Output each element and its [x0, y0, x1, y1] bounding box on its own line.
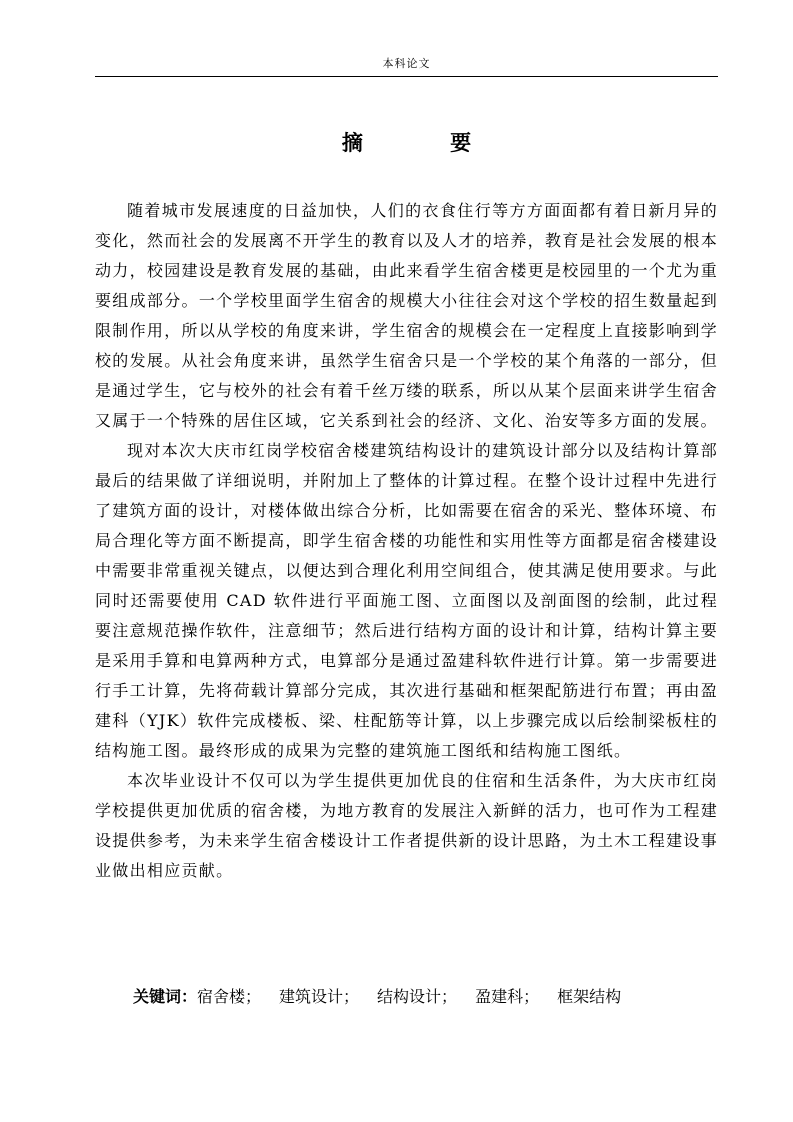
keyword-item: 结构设计； [377, 987, 458, 1006]
keywords-label: 关键词： [133, 987, 198, 1006]
running-header: 本科论文 [382, 57, 431, 70]
header-divider [95, 76, 718, 77]
keywords-line [133, 982, 718, 1012]
keyword-item: 建筑设计； [279, 987, 360, 1006]
keyword-item: 盈建科； [475, 987, 540, 1006]
abstract-paragraph-1: 随着城市发展速度的日益加快，人们的衣食住行等方方面面都有着日新月异的变化，然而社会的发展离不开学生的教育以及人才的培养，教育是社会发展的根本动力，校园建设是教育发展的基础，由此来看学生宿舍楼更是校园里的一个尤为重要组成部分。一个学校里面学生宿舍的规模大小往往会对这个学校的招生数量起到限制作用，所以从学校的角度来讲，学生宿舍的规模会在一定程度上直接影响到学校的发展。从社会角度来讲，虽然学生宿舍只是一个学校的某个角落的一部分，但是通过学生，它与校外的社会有着千丝万缕的联系，所以从某个层面来讲学生宿舍又属于一个特殊的居住区域，它关系到社会的经济、文化、治安等多方面的发展。 [95, 201, 718, 430]
abstract-paragraph-2: 现对本次大庆市红岗学校宿舍楼建筑结构设计的建筑设计部分以及结构计算部最后的结果做了详细说明，并附加上了整体的计算过程。在整个设计过程中先进行了建筑方面的设计，对楼体做出综合分析，比如需要在宿舍的采光、整体环境、布局合理化等方面不断提高，即学生宿舍楼的功能性和实用性等方面都是宿舍楼建设中需要非常重视关键点，以便达到合理化利用空间组合，使其满足使用要求。与此同时还需要使用 CAD 软件进行平面施工图、立面图以及剖面图的绘制，此过程要注意规范操作软件，注意细节；然后进行结构方面的设计和计算，结构计算主要是采用手算和电算两种方式，电算部分是通过盈建科软件进行计算。第一步需要进行手工计算，先将荷载计算部分完成，其次进行基础和框架配筋进行布置；再由盈建科（YJK）软件完成楼板、梁、柱配筋等计算，以上步骤完成以后绘制梁板柱的结构施工图。最终形成的成果为完整的建筑施工图纸和结构施工图纸。 [95, 441, 718, 760]
keyword-item: 宿舍楼； [197, 987, 262, 1006]
abstract-paragraph-3: 本次毕业设计不仅可以为学生提供更加优良的住宿和生活条件，为大庆市红岗学校提供更加优质的宿舍楼，为地方教育的发展注入新鲜的活力，也可作为工程建设提供参考，为未来学生宿舍楼设计工作者提供新的设计思路，为土木工程建设事业做出相应贡献。 [95, 771, 718, 880]
abstract-body [95, 196, 718, 886]
abstract-title: 摘 要 [341, 130, 512, 155]
keyword-item: 框架结构 [557, 987, 622, 1006]
